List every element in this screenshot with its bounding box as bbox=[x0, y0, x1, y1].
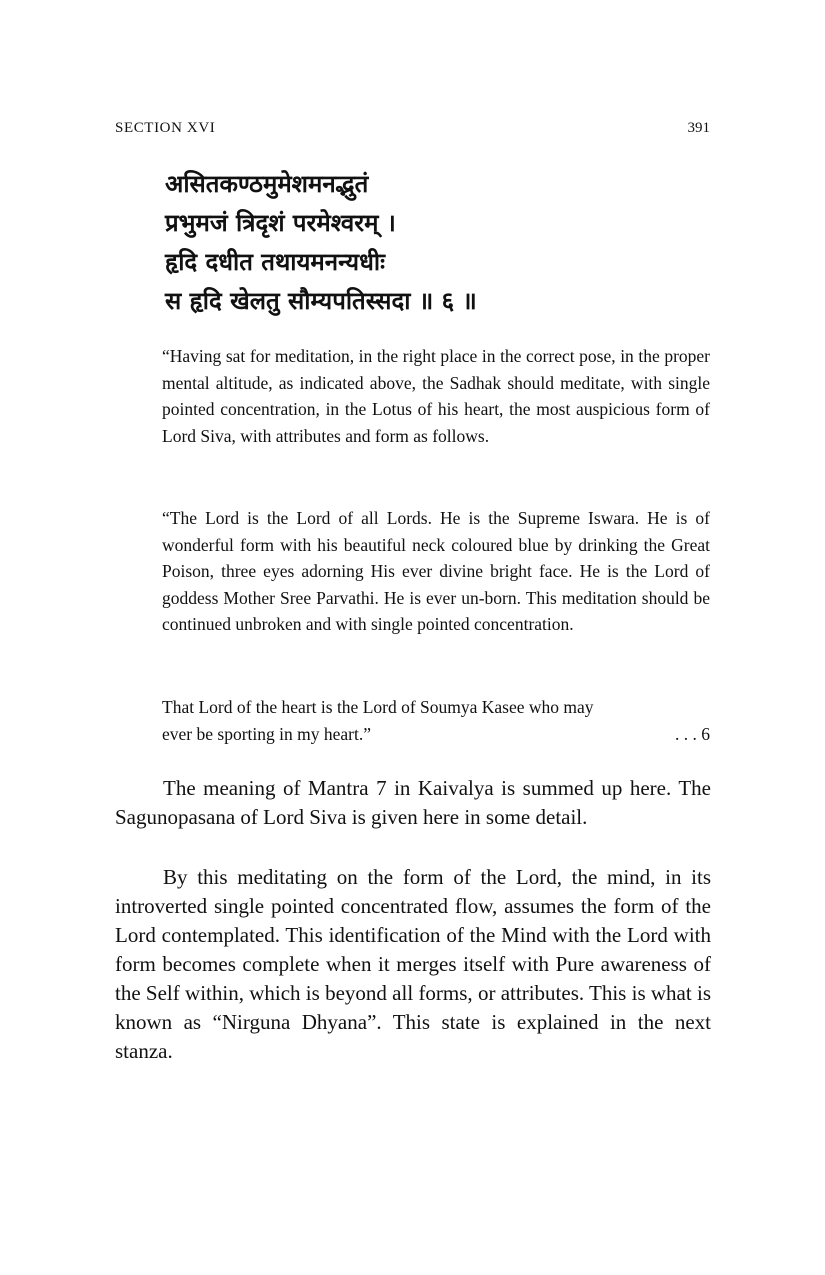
translation-line: That Lord of the heart is the Lord of Soumya Kasee who may bbox=[162, 697, 594, 717]
commentary-text: By this meditating on the form of the Lord, the mind, in its introverted single pointed concentrated flow, assumes the form of the Lord contemplated. This identification of the Mind with the Lord with form becomes complete when it merges itself with Pure awareness of the Self within, which is beyond all forms, or attributes. This is what is known as “Nirguna Dhyana”. This state is explained in the next stanza. bbox=[115, 865, 711, 1063]
commentary-paragraph-2 bbox=[115, 863, 711, 1066]
verse-line-2: प्रभुमजं त्रिदृशं परमेश्वरम् । bbox=[165, 209, 396, 237]
commentary-paragraph-1 bbox=[115, 774, 711, 832]
verse-reference: . . . 6 bbox=[675, 723, 710, 744]
page-number: 391 bbox=[687, 120, 710, 136]
translation-paragraph-3 bbox=[162, 694, 710, 747]
translation-paragraph-2: “The Lord is the Lord of all Lords. He is the Supreme Iswara. He is of wonderful form with his beautiful neck coloured blue by drinking the Great Poison, three eyes adorning His ever divine bright face. He is the Lord of goddess Mother Sree Parvathi. He is ever un-born. This meditation should be continued unbroken and with single pointed concentration. bbox=[162, 508, 710, 634]
translation-paragraph-1: “Having sat for meditation, in the right place in the correct pose, in the proper mental altitude, as indicated above, the Sadhak should meditate, with single pointed concentration, in the Lotus of his heart, the most auspicious form of Lord Siva, with attributes and form as follows. bbox=[162, 346, 710, 446]
section-heading: SECTION XVI bbox=[115, 120, 216, 136]
verse-line-1: असितकण्ठमुमेशमनद्भुतं bbox=[165, 170, 369, 198]
translation-last-line bbox=[162, 721, 710, 748]
commentary-text: The meaning of Mantra 7 in Kaivalya is summed up here. The Sagunopasana of Lord Siva is given here in some detail. bbox=[115, 776, 711, 829]
translation-line: ever be sporting in my heart.” bbox=[162, 723, 371, 744]
sanskrit-verse bbox=[165, 165, 585, 321]
verse-line-4: स हृदि खेलतु सौम्यपतिस्सदा ॥ ६ ॥ bbox=[165, 287, 477, 315]
page-header bbox=[115, 120, 710, 142]
verse-line-3: हृदि दधीत तथायमनन्यधीः bbox=[165, 248, 385, 276]
